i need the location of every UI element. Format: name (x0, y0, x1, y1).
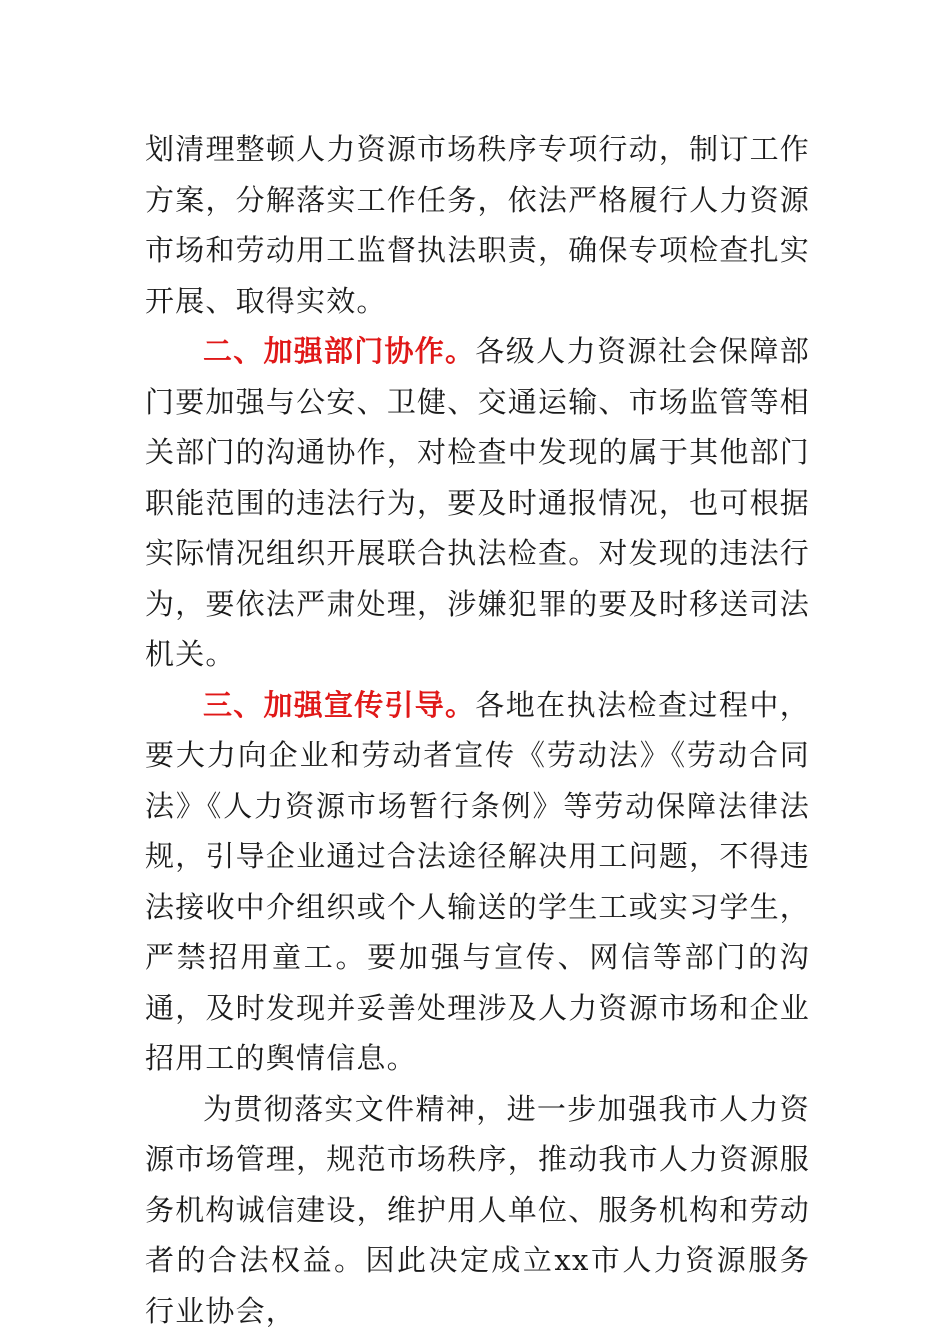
paragraph-text: 各级人力资源社会保障部门要加强与公安、卫健、交通运输、市场监管等相关部门的沟通协作，对检查中发现的属于其他部门职能范围的违法行为，要及时通报情况，也可根据实际情况组织开展联合执法检查。对发现的违法行为，要依法严肃处理，涉嫌犯罪的要及时移送司法机关。 (145, 334, 810, 671)
paragraph-publicity-guidance (145, 680, 810, 1084)
paragraph-text: 划清理整顿人力资源市场秩序专项行动，制订工作方案，分解落实工作任务，依法严格履行人力资源市场和劳动用工监督执法职责，确保专项检查扎实开展、取得实效。 (145, 132, 810, 318)
paragraph-text: 为贯彻落实文件精神，进一步加强我市人力资源市场管理，规范市场秩序，推动我市人力资源服务机构诚信建设，维护用人单位、服务机构和劳动者的合法权益。因此决定成立xx市人力资源服务行业协会， (145, 1091, 810, 1328)
paragraph-implementation (145, 1084, 810, 1337)
paragraph-continuation (145, 124, 810, 326)
section-heading-dept-cooperation: 二、加强部门协作。 (203, 334, 476, 368)
section-heading-publicity-guidance: 三、加强宣传引导。 (203, 687, 476, 722)
paragraph-text: 各地在执法检查过程中，要大力向企业和劳动者宣传《劳动法》《劳动合同法》《人力资源市场暂行条例》等劳动保障法律法规，引导企业通过合法途径解决用工问题，不得违法接收中介组织或个人输送的学生工或实习学生，严禁招用童工。要加强与宣传、网信等部门的沟通，及时发现并妥善处理涉及人力资源市场和企业招用工的舆情信息。 (145, 687, 810, 1075)
document-body (145, 124, 810, 1336)
paragraph-dept-cooperation (145, 326, 810, 680)
